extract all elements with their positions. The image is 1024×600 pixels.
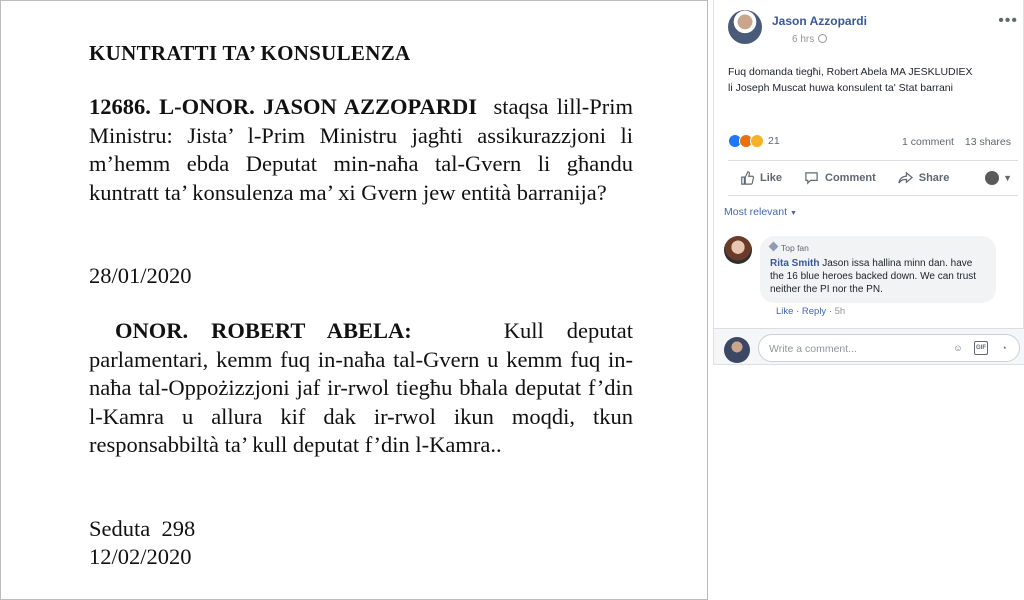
- facebook-post: [713, 0, 1024, 365]
- sort-label: Most relevant: [724, 206, 788, 218]
- profile-mini-avatar: [985, 171, 999, 185]
- post-time[interactable]: 6 hrs: [792, 34, 815, 45]
- comment-reply-link[interactable]: Reply: [801, 306, 827, 317]
- comment-time[interactable]: 5h: [834, 306, 846, 317]
- document-title: KUNTRATTI TA’ KONSULENZA: [89, 41, 411, 65]
- thumbs-up-icon: [740, 171, 754, 185]
- post-header: [728, 10, 1018, 50]
- badge-label: Top fan: [781, 243, 809, 253]
- top-fan-badge: [770, 242, 986, 255]
- write-comment-bar: [714, 328, 1024, 364]
- post-stats: [894, 136, 1011, 148]
- share-arrow-icon: [898, 171, 913, 185]
- post-actions: [728, 160, 1018, 196]
- comment-sort-dropdown[interactable]: [724, 206, 797, 218]
- comment-placeholder: Write a comment...: [769, 343, 857, 355]
- comment-label: Comment: [825, 172, 876, 184]
- question-date: 28/01/2020: [89, 263, 192, 288]
- author-name[interactable]: Jason Azzopardi: [772, 14, 867, 28]
- chevron-down-icon: ▼: [1003, 173, 1012, 183]
- like-button[interactable]: [740, 171, 782, 185]
- more-options-icon[interactable]: •••: [998, 12, 1018, 29]
- post-text-line: li Joseph Muscat huwa konsulent ta' Stat barrani: [728, 82, 953, 94]
- comment-tools: [942, 341, 1011, 355]
- question-text: staqsa lill-Prim Ministru: Jista’ l-Prim Ministru jagħti assikurazzjoni li m’hemm ebda Deputat min-naħa tal-Gvern li għandu kuntratt ta’ konsulenza ma’ xi Gvern jew entità barranija?: [89, 94, 634, 205]
- comment-bubble: [760, 236, 996, 303]
- comment-button[interactable]: [804, 171, 876, 185]
- chevron-down-icon: ▼: [789, 210, 797, 217]
- reaction-count: 21: [768, 135, 780, 147]
- post-text-line: Fuq domanda tiegħi, Robert Abela MA JESKLUDIEX: [728, 66, 973, 78]
- comment-like-link[interactable]: Like: [776, 306, 794, 317]
- comment-links: Like · Reply · 5h: [776, 306, 846, 317]
- user-avatar: [724, 337, 750, 363]
- sticker-icon[interactable]: ◔: [1001, 343, 1007, 353]
- post-meta: [792, 34, 827, 45]
- post-text: [728, 64, 1018, 96]
- diamond-icon: [769, 242, 779, 252]
- sitting-number: Seduta 298: [89, 516, 196, 541]
- answer-paragraph: [89, 317, 633, 460]
- reactions-summary[interactable]: [728, 133, 780, 149]
- answer-heading: ONOR. ROBERT ABELA:: [115, 318, 412, 343]
- answer-text: Kull deputat parlamentari, kemm fuq in-naħa tal-Gvern u kemm fuq in-naħa tal-Oppożizzjoni jaf ir-rwol tiegħu bħala deputat f’din l-Kamra u allura kif dak ir-rwol ikun moqdi, tkun responsabbiltà ta’ kull deputat f’din l-Kamra..: [89, 318, 633, 458]
- commenter-avatar[interactable]: [724, 236, 752, 264]
- question-paragraph: [89, 93, 633, 207]
- emoji-icon[interactable]: ☺: [953, 343, 963, 353]
- sitting-info: [89, 515, 195, 571]
- comment-text: Jason issa hallina minn dan. have the 16 blue heroes backed down. We can trust neither the PI nor the PN.: [770, 258, 977, 295]
- like-label: Like: [760, 172, 783, 184]
- share-label: Share: [918, 172, 950, 184]
- shares-count[interactable]: 13 shares: [964, 136, 1011, 148]
- author-avatar[interactable]: [728, 10, 762, 44]
- comments-count[interactable]: 1 comment: [902, 136, 954, 148]
- globe-icon: [818, 34, 827, 43]
- commenter-name[interactable]: Rita Smith: [770, 258, 820, 269]
- sitting-date: 12/02/2020: [89, 544, 192, 569]
- sad-reaction-icon: [750, 134, 764, 148]
- speech-bubble-icon: [804, 171, 819, 185]
- question-heading: 12686. L-ONOR. JASON AZZOPARDI: [89, 94, 478, 119]
- comment-input[interactable]: [758, 334, 1020, 362]
- post-as-selector[interactable]: [985, 171, 1012, 185]
- share-button[interactable]: [898, 171, 950, 185]
- gif-icon[interactable]: GIF: [974, 341, 988, 355]
